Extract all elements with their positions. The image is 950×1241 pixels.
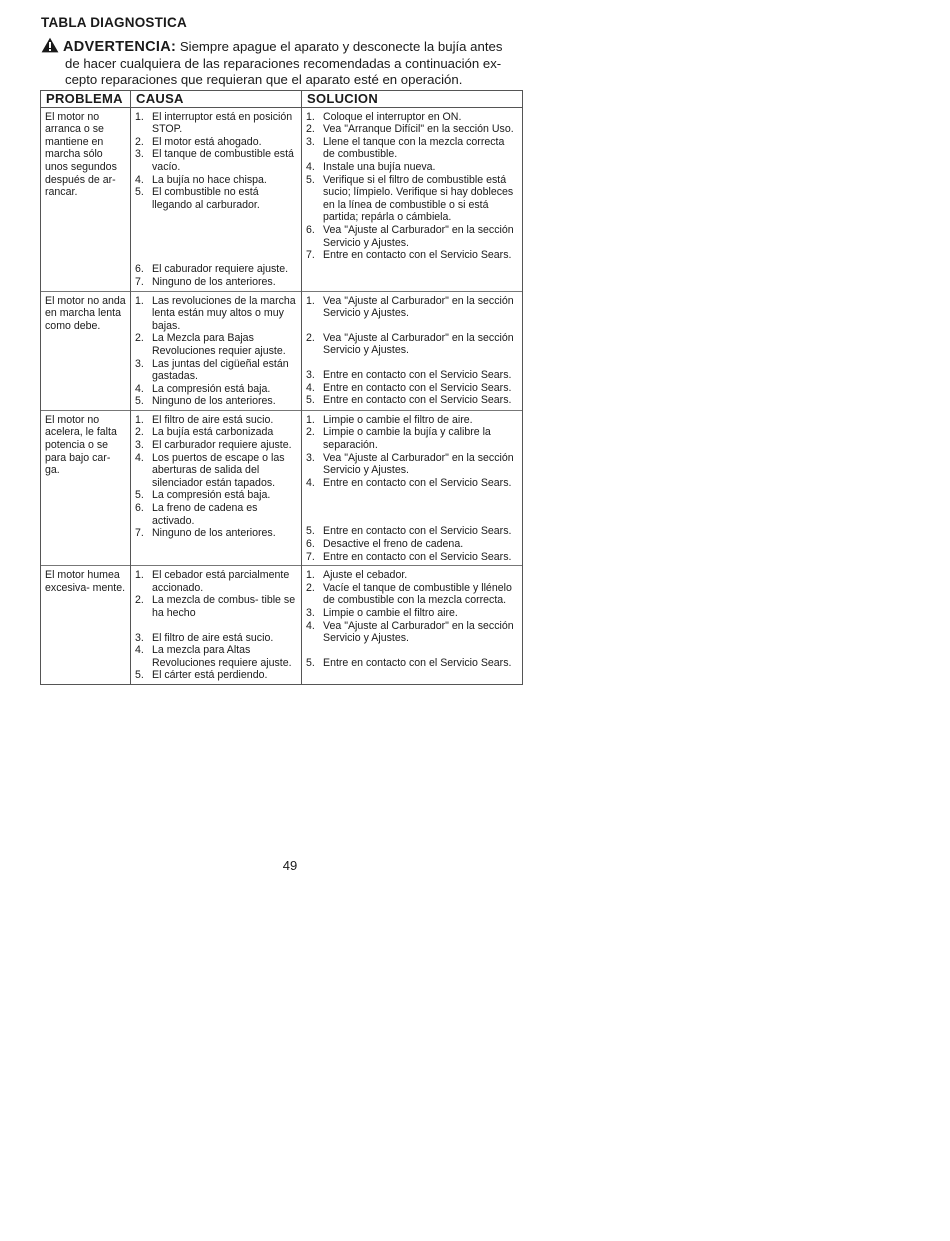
cause-number: 5.: [135, 395, 144, 408]
cause-item: [135, 295, 298, 333]
solution-text: Coloque el interruptor en ON.: [323, 110, 462, 123]
page-number: 49: [282, 858, 298, 873]
solution-item: [306, 295, 519, 320]
solution-list: [306, 295, 519, 407]
solution-number: 6.: [306, 223, 315, 236]
solution-text: Limpie o cambie el filtro de aire.: [323, 413, 473, 426]
solution-list: [306, 569, 519, 669]
solution-number: 2.: [306, 426, 315, 439]
table-row: [41, 410, 523, 565]
solution-item: [306, 111, 519, 124]
solution-number: 5.: [306, 525, 315, 538]
solution-number: 5.: [306, 656, 315, 669]
cause-cell: [131, 291, 302, 410]
solution-item: [306, 657, 519, 670]
cause-text: El filtro de aire está sucio.: [152, 631, 274, 644]
cause-text: El tanque de combustible está vacío.: [152, 148, 294, 173]
cause-text: La freno de cadena es activado.: [152, 502, 258, 527]
cause-number: 4.: [135, 644, 144, 657]
solution-text: Verifique si el filtro de combustible está sucio; límpielo. Verifique si hay dobleces en la línea de combustible o si está partida; repárla o cámbiela.: [323, 173, 514, 224]
warning-text-line1: Siempre apague el aparato y desconecte la bujía antes: [179, 39, 503, 54]
cause-item: [135, 594, 298, 619]
solution-number: 2.: [306, 123, 315, 136]
warning-text-rest: de hacer cualquiera de las reparaciones recomendadas a continuación ex- cepto reparaciones que requieran que el aparato esté en operación.: [65, 55, 502, 87]
table-body: [41, 107, 523, 684]
cause-item: [135, 452, 298, 490]
solution-text: Vacíe el tanque de combustible y llénelo de combustible con la mezcla correcta.: [323, 581, 512, 607]
cause-text: La bujía no hace chispa.: [152, 173, 267, 186]
cause-item: [135, 358, 298, 383]
cause-cell: [131, 107, 302, 291]
solution-text: Entre en contacto con el Servicio Sears.: [323, 249, 512, 262]
cause-list: [135, 111, 298, 289]
solution-text: Vea "Arranque Difícil" en la sección Uso.: [323, 123, 514, 136]
solution-number: 7.: [306, 550, 315, 563]
solution-text: Ajuste el cebador.: [323, 569, 408, 582]
solution-item: [306, 426, 519, 451]
cause-number: 3.: [135, 357, 144, 370]
table-row: [41, 107, 523, 291]
solution-text: Entre en contacto con el Servicio Sears.: [323, 368, 512, 381]
solution-number: 5.: [306, 173, 315, 186]
problem-cell: El motor no anda en marcha lenta como debe.: [41, 291, 131, 410]
cause-item: [135, 383, 298, 396]
solution-item: [306, 382, 519, 395]
cause-text: Las juntas del cigüeñal están gastadas.: [152, 357, 289, 383]
solution-item: [306, 538, 519, 551]
cause-item: [135, 276, 298, 289]
solution-item: [306, 136, 519, 161]
cause-item: [135, 186, 298, 211]
solution-text: Llene el tanque con la mezcla correcta de combustible.: [323, 135, 505, 161]
solution-number: 5.: [306, 394, 315, 407]
cause-number: 4.: [135, 173, 144, 186]
cause-text: La bujía está carbonizada: [152, 426, 274, 439]
solution-text: Vea "Ajuste al Carburador" en la sección Servicio y Ajustes.: [323, 294, 514, 320]
cause-text: La Mezcla para Bajas Revoluciones requier ajuste.: [152, 332, 286, 357]
solution-text: Vea "Ajuste al Carburador" en la sección Servicio y Ajustes.: [323, 619, 514, 645]
cause-item: [135, 527, 298, 540]
cause-item: [135, 669, 298, 682]
solution-list: [306, 111, 519, 262]
cause-number: 4.: [135, 382, 144, 395]
solution-item: [306, 332, 519, 357]
solution-number: 2.: [306, 331, 315, 344]
solution-number: 2.: [306, 581, 315, 594]
solution-text: Entre en contacto con el Servicio Sears.: [323, 525, 512, 538]
solution-item: [306, 569, 519, 582]
cause-text: La mezcla para Altas Revoluciones requiere ajuste.: [152, 644, 292, 669]
solution-item: [306, 123, 519, 136]
solution-text: Entre en contacto con el Servicio Sears.: [323, 656, 512, 669]
cause-text: El motor está ahogado.: [152, 135, 262, 148]
solution-item: [306, 620, 519, 645]
cause-number: 6.: [135, 263, 144, 276]
solution-number: 4.: [306, 160, 315, 173]
solution-item: [306, 452, 519, 477]
cause-item: [135, 632, 298, 645]
cause-cell: [131, 566, 302, 685]
cause-number: 1.: [135, 110, 144, 123]
solution-number: 4.: [306, 381, 315, 394]
header-solucion: SOLUCION: [302, 91, 523, 108]
solution-item: [306, 607, 519, 620]
cause-number: 4.: [135, 451, 144, 464]
solution-item: [306, 224, 519, 249]
cause-number: 6.: [135, 502, 144, 515]
cause-text: Los puertos de escape o las aberturas de salida del silenciador están tapados.: [152, 451, 285, 489]
cause-item: [135, 332, 298, 357]
cause-number: 5.: [135, 489, 144, 502]
cause-item: [135, 148, 298, 173]
cause-text: El interruptor está en posición STOP.: [152, 110, 293, 136]
cause-text: El cárter está perdiendo.: [152, 669, 268, 682]
solution-number: 3.: [306, 368, 315, 381]
cause-number: 3.: [135, 148, 144, 161]
cause-number: 2.: [135, 594, 144, 607]
problem-cell: El motor no arranca o se mantiene en marcha sólo unos segundos después de ar- rancar.: [41, 107, 131, 291]
solution-text: Desactive el freno de cadena.: [323, 538, 464, 551]
cause-number: 5.: [135, 186, 144, 199]
cause-number: 7.: [135, 527, 144, 540]
cause-number: 1.: [135, 413, 144, 426]
solution-cell: [302, 410, 523, 565]
cause-list: [135, 569, 298, 682]
solution-number: 3.: [306, 607, 315, 619]
solution-number: 1.: [306, 294, 315, 307]
cause-number: 2.: [135, 135, 144, 148]
cause-number: 7.: [135, 275, 144, 288]
page-title: TABLA DIAGNOSTICA: [41, 15, 187, 30]
solution-item: [306, 161, 519, 174]
cause-text: El cebador está parcialmente accionado.: [152, 569, 290, 594]
cause-list: [135, 295, 298, 408]
solution-number: 3.: [306, 135, 315, 148]
solution-item: [306, 369, 519, 382]
cause-number: 2.: [135, 426, 144, 439]
cause-number: 1.: [135, 569, 144, 582]
solution-text: Vea "Ajuste al Carburador" en la sección Servicio y Ajustes.: [323, 223, 514, 249]
solution-number: 6.: [306, 538, 315, 551]
solution-text: Entre en contacto con el Servicio Sears.: [323, 381, 512, 394]
problem-cell: El motor humea excesiva- mente.: [41, 566, 131, 685]
cause-item: [135, 644, 298, 669]
cause-text: El caburador requiere ajuste.: [152, 263, 289, 276]
solution-text: Entre en contacto con el Servicio Sears.: [323, 394, 512, 407]
solution-list: [306, 414, 519, 563]
cause-text: Ninguno de los anteriores.: [152, 395, 276, 408]
cause-text: El combustible no está llegando al carburador.: [152, 186, 260, 211]
cause-number: 2.: [135, 332, 144, 345]
cause-item: [135, 489, 298, 502]
solution-text: Instale una bujía nueva.: [323, 160, 436, 173]
solution-text: Entre en contacto con el Servicio Sears.: [323, 476, 512, 489]
header-causa: CAUSA: [131, 91, 302, 108]
cause-text: El carburador requiere ajuste.: [152, 439, 292, 452]
cause-number: 3.: [135, 439, 144, 452]
table-header-row: [41, 91, 523, 108]
solution-number: 7.: [306, 249, 315, 262]
solution-number: 1.: [306, 110, 315, 123]
solution-number: 4.: [306, 619, 315, 632]
solution-item: [306, 525, 519, 538]
table-row: [41, 291, 523, 410]
solution-cell: [302, 107, 523, 291]
cause-text: La mezcla de combus- tible se ha hecho: [152, 594, 296, 619]
solution-item: [306, 582, 519, 607]
cause-item: [135, 136, 298, 149]
solution-text: Vea "Ajuste al Carburador" en la sección Servicio y Ajustes.: [323, 451, 514, 477]
cause-item: [135, 111, 298, 136]
solution-number: 4.: [306, 476, 315, 489]
cause-text: El filtro de aire está sucio.: [152, 413, 274, 426]
solution-number: 1.: [306, 569, 315, 582]
cause-item: [135, 426, 298, 439]
solution-number: 3.: [306, 451, 315, 464]
warning-label: ADVERTENCIA:: [63, 39, 177, 55]
solution-item: [306, 174, 519, 224]
cause-text: Ninguno de los anteriores.: [152, 275, 276, 288]
cause-text: La compresión está baja.: [152, 382, 271, 395]
cause-item: [135, 502, 298, 527]
cause-list: [135, 414, 298, 540]
cause-text: La compresión está baja.: [152, 489, 271, 502]
solution-text: Entre en contacto con el Servicio Sears.: [323, 550, 512, 563]
cause-text: Ninguno de los anteriores.: [152, 527, 276, 540]
diagnostic-table: [40, 90, 523, 685]
warning-notice: [41, 37, 521, 89]
cause-item: [135, 439, 298, 452]
cause-number: 5.: [135, 669, 144, 682]
table-row: [41, 566, 523, 685]
solution-text: Limpie o cambie el filtro aire.: [323, 607, 458, 619]
solution-cell: [302, 291, 523, 410]
solution-number: 1.: [306, 413, 315, 426]
solution-item: [306, 249, 519, 262]
cause-text: Las revoluciones de la marcha lenta están muy altos o muy bajas.: [152, 294, 296, 332]
cause-item: [135, 414, 298, 427]
solution-text: Vea "Ajuste al Carburador" en la sección Servicio y Ajustes.: [323, 331, 514, 357]
cause-item: [135, 174, 298, 187]
problem-cell: El motor no acelera, le falta potencia o se para bajo car- ga.: [41, 410, 131, 565]
cause-item: [135, 263, 298, 276]
cause-item: [135, 395, 298, 408]
cause-item: [135, 569, 298, 594]
cause-cell: [131, 410, 302, 565]
warning-first-line: [41, 37, 521, 56]
header-problema: PROBLEMA: [41, 91, 131, 108]
cause-number: 3.: [135, 631, 144, 644]
solution-text: Limpie o cambie la bujía y calibre la separación.: [323, 426, 491, 452]
warning-triangle-icon: [41, 37, 59, 53]
solution-item: [306, 477, 519, 490]
solution-item: [306, 394, 519, 407]
solution-item: [306, 414, 519, 427]
solution-cell: [302, 566, 523, 685]
cause-number: 1.: [135, 294, 144, 307]
solution-item: [306, 551, 519, 564]
